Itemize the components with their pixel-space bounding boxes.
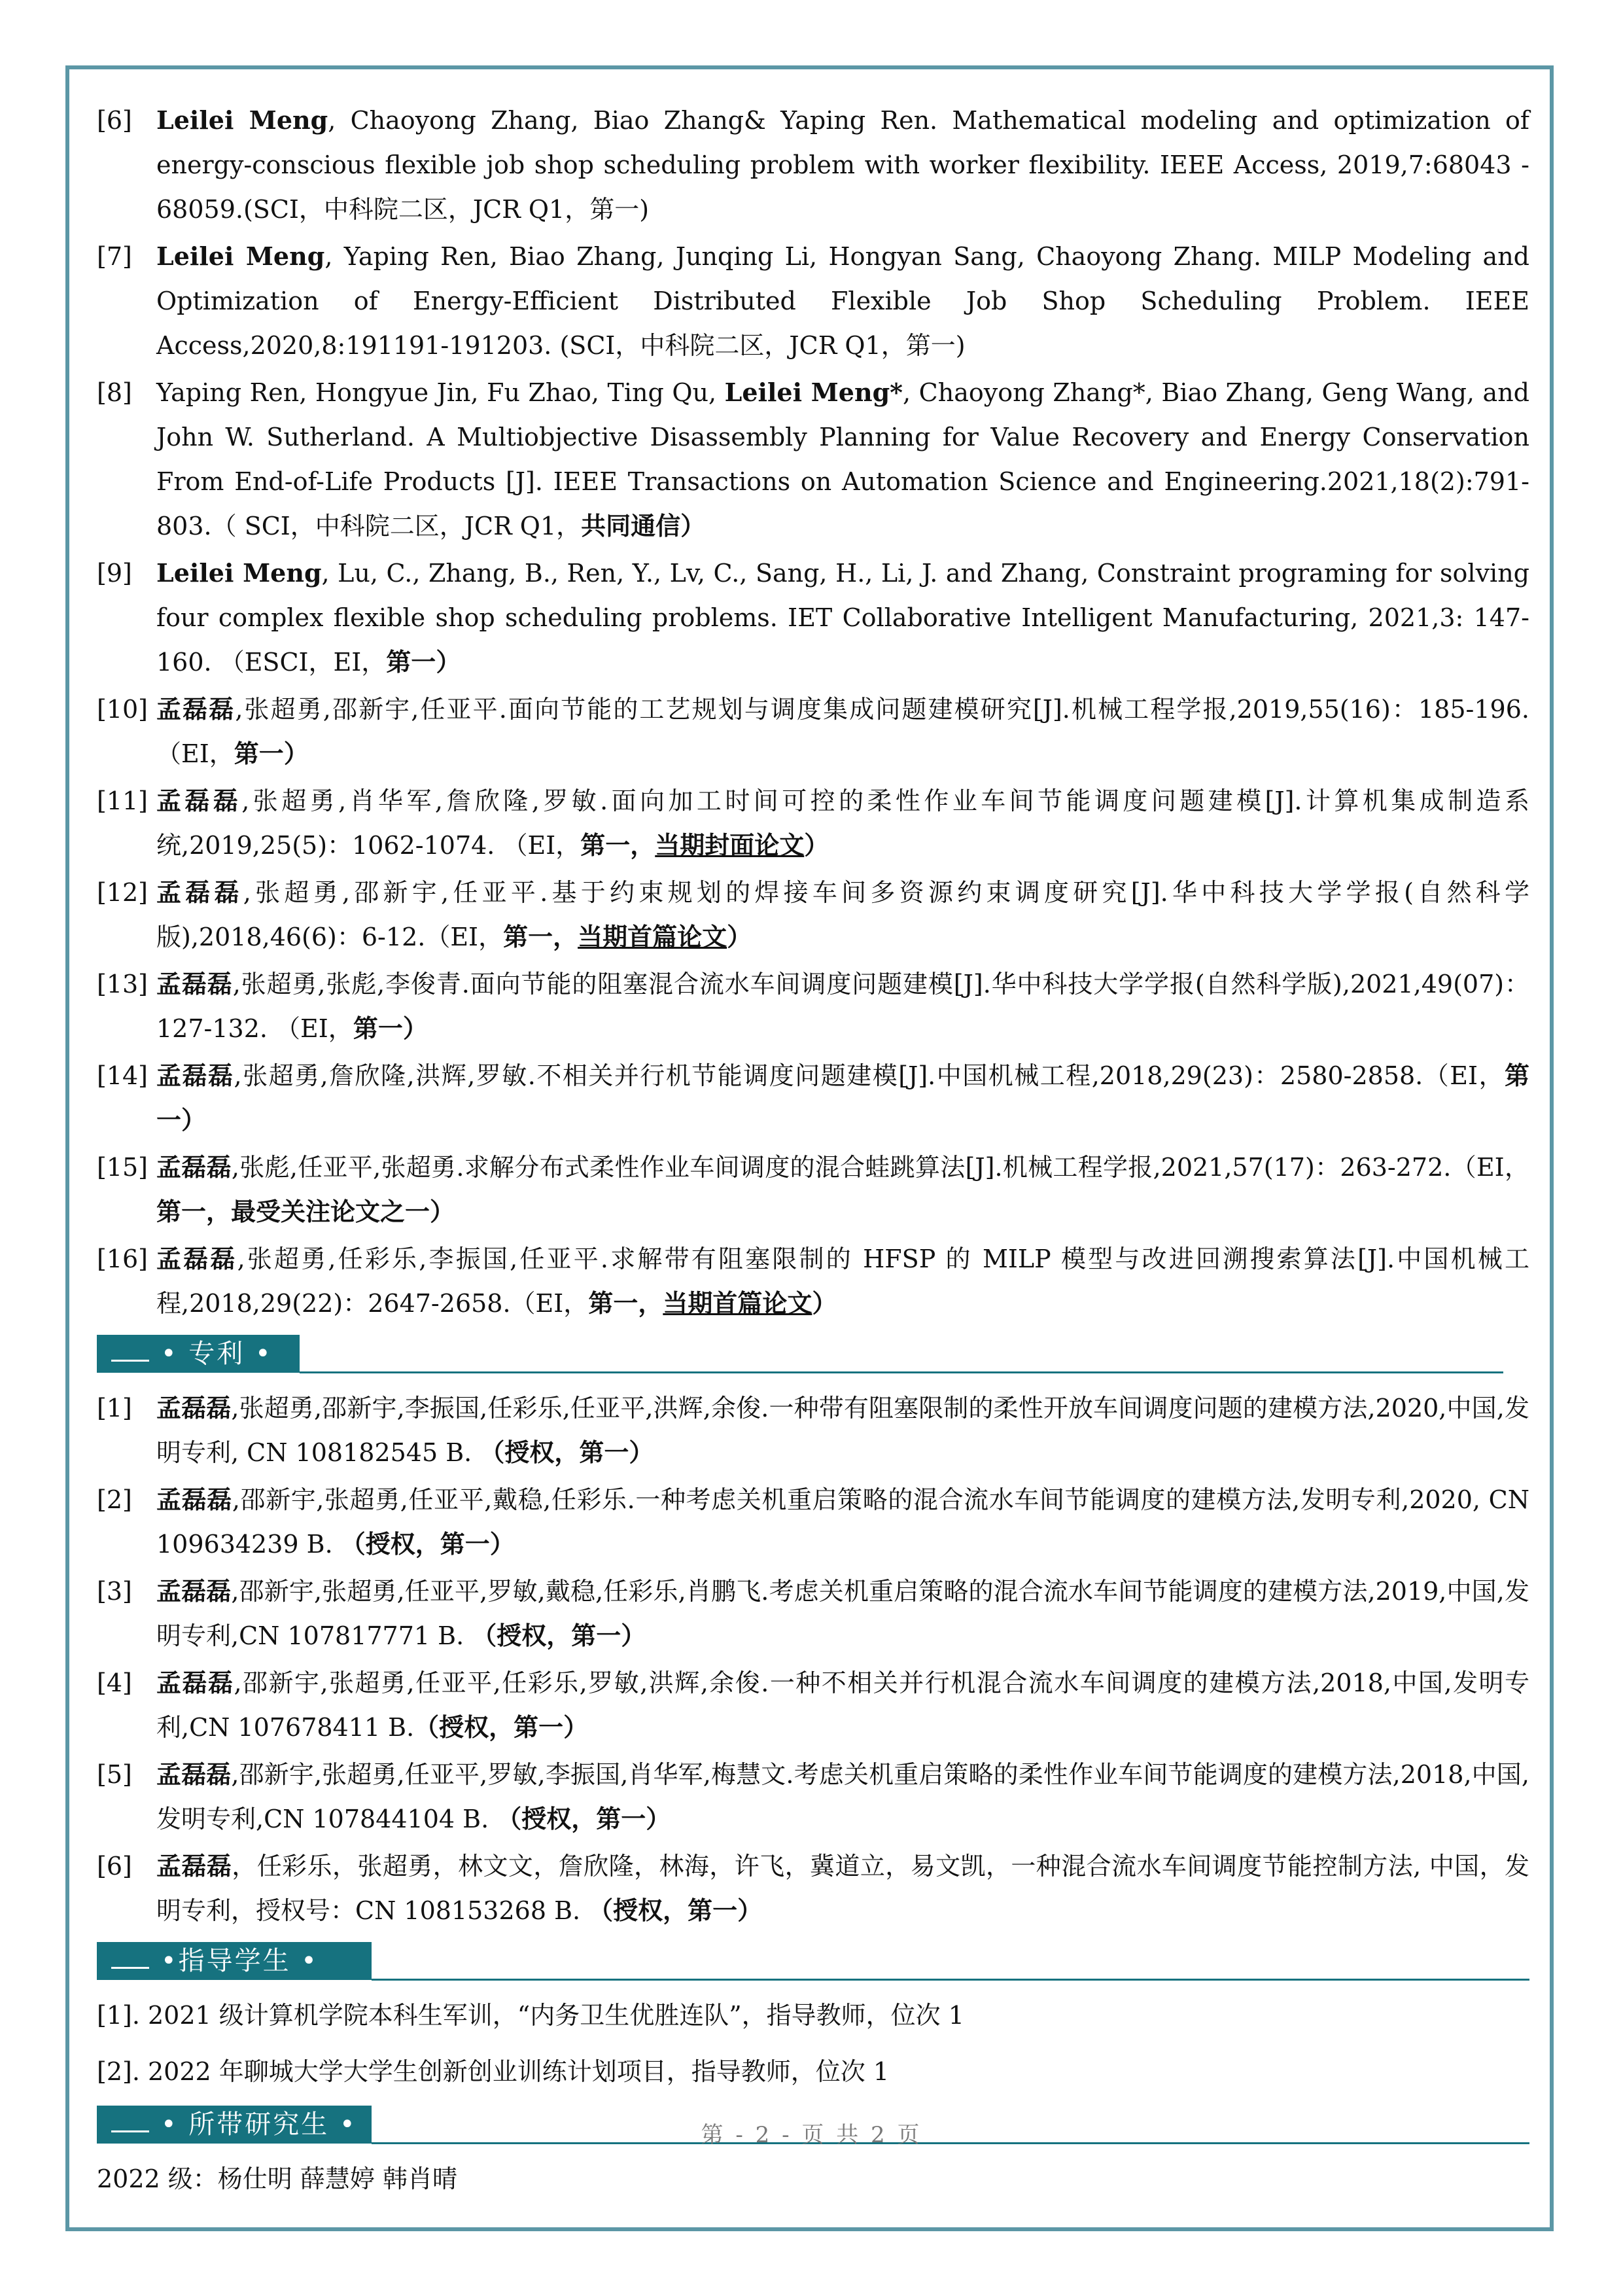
publication-text: , Chaoyong Zhang, Biao Zhang& Yaping Ren. Mathematical modeling and optimization of energy-conscious flexible job shop scheduling problem with worker flexibility. IEEE Access, 2019,7:68043 - 68059.(SCI，中科院二区，JCR Q1，第一) — [156, 106, 1529, 224]
publication-bold_tail: 第一， — [503, 922, 578, 951]
publication-text: , Lu, C., Zhang, B., Ren, Y., Lv, C., Sang, H., Li, J. and Zhang, Constraint programing for solving four complex flexible shop scheduling problems. IET Collaborative Intelligent Manufacturing, 2021,3: 147-160. （ESCI，EI， — [156, 559, 1530, 677]
publication-item — [97, 370, 1529, 548]
section-header-students — [97, 1942, 1529, 1984]
patent-bold_tail: （授权，第一） — [497, 1804, 671, 1833]
publication-bold_tail: 第一 — [234, 739, 284, 768]
student-item: [1]. 2021 级计算机学院本科生军训，“内务卫生优胜连队”，指导教师，位次 1 — [97, 2001, 964, 2030]
publication-underline: 当期首篇论文 — [578, 922, 727, 951]
publication-bold_tail: 共同通信 — [581, 511, 681, 540]
publication-num: [7] — [97, 242, 132, 271]
student-item: [2]. 2022 年聊城大学大学生创新创业训练计划项目，指导教师，位次 1 — [97, 2057, 890, 2086]
publication-num: [9] — [97, 559, 132, 588]
patent-text: ,邵新宇,张超勇,任亚平,任彩乐,罗敏,洪辉,余俊.一种不相关并行机混合流水车间调度的建模方法,2018,中国,发明专利,CN 107678411 B. — [156, 1669, 1529, 1742]
publication-bold_tail: 第一 — [156, 1061, 1529, 1135]
publication-item — [97, 98, 1529, 232]
section-title: • 所带研究生 • — [161, 2110, 357, 2140]
publication-underline: 当期封面论文 — [655, 830, 805, 860]
section-header-patents — [97, 1335, 1529, 1377]
publication-close: ） — [727, 922, 752, 951]
publication-item — [97, 234, 1529, 368]
publication-author: 孟磊磊 — [156, 1061, 234, 1090]
section-bar — [97, 1335, 300, 1373]
publication-bold_tail: 第一， — [580, 830, 655, 860]
section-rule — [300, 1371, 1503, 1373]
patent-num: [2] — [97, 1485, 132, 1514]
patent-author: 孟磊磊 — [156, 1851, 232, 1881]
publication-text: , Chaoyong Zhang*, Biao Zhang, Geng Wang, and John W. Sutherland. A Multiobjective Disassembly Planning for Value Recovery and Energy Conservation From End-of-Life Products [J]. IEEE Transactions on Automation Science and Engineering.2021,18(2):791-803.（ SCI，中科院二区，JCR Q1， — [156, 378, 1529, 540]
publication-text: ,张超勇,任彩乐,李振国,任亚平.求解带有阻塞限制的 HFSP 的 MILP 模型与改进回溯搜索算法[J].中国机械工程,2018,29(22)：2647-2658.（EI， — [156, 1245, 1529, 1318]
patent-author: 孟磊磊 — [156, 1668, 234, 1697]
patent-num: [5] — [97, 1760, 132, 1789]
publication-close: ） — [283, 739, 309, 768]
patent-author: 孟磊磊 — [156, 1393, 232, 1422]
publication-close: ） — [812, 1288, 837, 1318]
publication-author: 孟磊磊 — [156, 694, 236, 724]
patent-text: ,邵新宇,张超勇,任亚平,戴稳,任彩乐.一种考虑关机重启策略的混合流水车间节能调度的建模方法,发明专利,2020, CN 109634239 B. — [156, 1485, 1529, 1559]
publication-underline: 当期首篇论文 — [663, 1288, 812, 1318]
publication-item — [97, 870, 1529, 959]
publication-text: ,张超勇,邵新宇,任亚平.基于约束规划的焊接车间多资源约束调度研究[J].华中科技大学学报(自然科学版),2018,46(6)：6-12.（EI， — [156, 878, 1529, 951]
publication-item — [97, 551, 1529, 684]
publication-item — [97, 1237, 1529, 1326]
patent-bold_tail: （授权，第一） — [414, 1712, 589, 1742]
patent-list — [97, 1386, 1529, 1933]
publication-author: 孟磊磊 — [156, 786, 242, 815]
section-bar — [97, 1942, 372, 1980]
patent-text: ,邵新宇,张超勇,任亚平,罗敏,戴稳,任彩乐,肖鹏飞.考虑关机重启策略的混合流水车间节能调度的建模方法,2019,中国,发明专利,CN 107817771 B. — [156, 1577, 1529, 1650]
publication-item — [97, 1053, 1529, 1142]
patent-num: [3] — [97, 1577, 132, 1606]
publication-author: Leilei Meng* — [724, 378, 903, 407]
publication-num: [8] — [97, 378, 132, 407]
publication-author: Leilei Meng — [156, 241, 325, 271]
publication-close: ） — [181, 1105, 207, 1135]
publication-text: ,张超勇,张彪,李俊青.面向节能的阻塞混合流水车间调度问题建模[J].华中科技大学学报(自然科学版),2021,49(07)：127-132. （EI， — [156, 970, 1529, 1043]
publication-author: 孟磊磊 — [156, 1152, 232, 1182]
publication-num: [14] — [97, 1061, 148, 1090]
publication-bold_tail: 第一 — [386, 647, 436, 677]
patent-num: [4] — [97, 1669, 132, 1697]
publication-num: [6] — [97, 106, 132, 135]
publication-author: 孟磊磊 — [156, 969, 233, 998]
grad-students: 2022 级：杨仕明 薛慧婷 韩肖晴 — [97, 2164, 457, 2193]
publication-num: [10] — [97, 695, 148, 724]
patent-author: 孟磊磊 — [156, 1485, 232, 1514]
publication-close: ） — [680, 511, 706, 540]
patent-num: [1] — [97, 1394, 132, 1422]
patent-item — [97, 1569, 1529, 1658]
publication-text: ,张超勇,肖华军,詹欣隆,罗敏.面向加工时间可控的柔性作业车间节能调度问题建模[J].计算机集成制造系统,2019,25(5)：1062-1074. （EI， — [156, 786, 1529, 860]
section-title: • 专利 • — [161, 1339, 273, 1369]
publication-text: ,张超勇,詹欣隆,洪辉,罗敏.不相关并行机节能调度问题建模[J].中国机械工程,2018,29(23)：2580-2858.（EI， — [234, 1061, 1505, 1090]
publication-item — [97, 687, 1529, 776]
patent-text: ,邵新宇,张超勇,任亚平,罗敏,李振国,肖华军,梅慧文.考虑关机重启策略的柔性作业车间节能调度的建模方法,2018,中国,发明专利,CN 107844104 B. — [156, 1760, 1529, 1833]
patent-text: ,张超勇,邵新宇,李振国,任彩乐,任亚平,洪辉,余俊.一种带有阻塞限制的柔性开放车间调度问题的建模方法,2020,中国,发明专利, CN 108182545 B. — [156, 1394, 1529, 1467]
page-footer: 第 - 2 - 页 共 2 页 — [701, 2122, 922, 2148]
patent-author: 孟磊磊 — [156, 1576, 232, 1606]
page-content — [97, 98, 1529, 2213]
publication-num: [13] — [97, 970, 148, 998]
publication-num: [12] — [97, 878, 148, 907]
publication-close: ） — [430, 1197, 455, 1226]
publication-bold_tail: 第一 — [353, 1014, 403, 1043]
publication-num: [16] — [97, 1245, 148, 1273]
publication-item — [97, 962, 1529, 1051]
publication-text: ,张彪,任亚平,张超勇.求解分布式柔性作业车间调度的混合蛙跳算法[J].机械工程学报,2021,57(17)：263-272.（EI， — [231, 1153, 1529, 1182]
patent-author: 孟磊磊 — [156, 1759, 232, 1789]
publication-close: ） — [402, 1014, 428, 1043]
publication-text: , Yaping Ren, Biao Zhang, Junqing Li, Hongyan Sang, Chaoyong Zhang. MILP Modeling and Optimization of Energy-Efficient Distributed Flexible Job Shop Scheduling Problem. IEEE Access,2020,8:191191-191203. (SCI，中科院二区，JCR Q1，第一) — [156, 242, 1529, 360]
publication-bold_tail: 第一， — [588, 1288, 663, 1318]
publication-close: ） — [436, 647, 461, 677]
patent-bold_tail: （授权，第一） — [480, 1438, 654, 1467]
patent-bold_tail: （授权，第一） — [340, 1529, 515, 1559]
patent-item — [97, 1477, 1529, 1566]
publication-list — [97, 98, 1529, 1326]
publication-pre: Yaping Ren, Hongyue Jin, Fu Zhao, Ting Qu, — [156, 378, 725, 407]
publication-close: ） — [804, 830, 829, 860]
patent-item — [97, 1661, 1529, 1750]
patent-text: ，任彩乐，张超勇，林文文，詹欣隆，林海，许飞，冀道立，易文凯，一种混合流水车间调度节能控制方法, 中国，发明专利，授权号：CN 108153268 B. — [156, 1852, 1529, 1925]
publication-author: Leilei Meng — [156, 558, 322, 588]
publication-author: Leilei Meng — [156, 105, 328, 135]
publication-bold_tail: 第一，最受关注论文之一 — [156, 1197, 430, 1226]
patent-item — [97, 1386, 1529, 1475]
publication-num: [15] — [97, 1153, 148, 1182]
publication-item — [97, 779, 1529, 868]
publication-text: ,张超勇,邵新宇,任亚平.面向节能的工艺规划与调度集成问题建模研究[J].机械工程学报,2019,55(16)：185-196.（EI， — [156, 695, 1529, 768]
publication-author: 孟磊磊 — [156, 1244, 237, 1273]
publication-item — [97, 1145, 1529, 1234]
patent-item — [97, 1844, 1529, 1933]
section-title: •指导学生 • — [161, 1946, 319, 1976]
publication-author: 孟磊磊 — [156, 877, 243, 907]
patent-bold_tail: （授权，第一） — [472, 1621, 646, 1650]
publication-num: [11] — [97, 786, 148, 815]
patent-bold_tail: （授权，第一） — [588, 1896, 763, 1925]
patent-item — [97, 1752, 1529, 1841]
section-rule — [372, 1979, 1529, 1981]
patent-num: [6] — [97, 1852, 132, 1881]
